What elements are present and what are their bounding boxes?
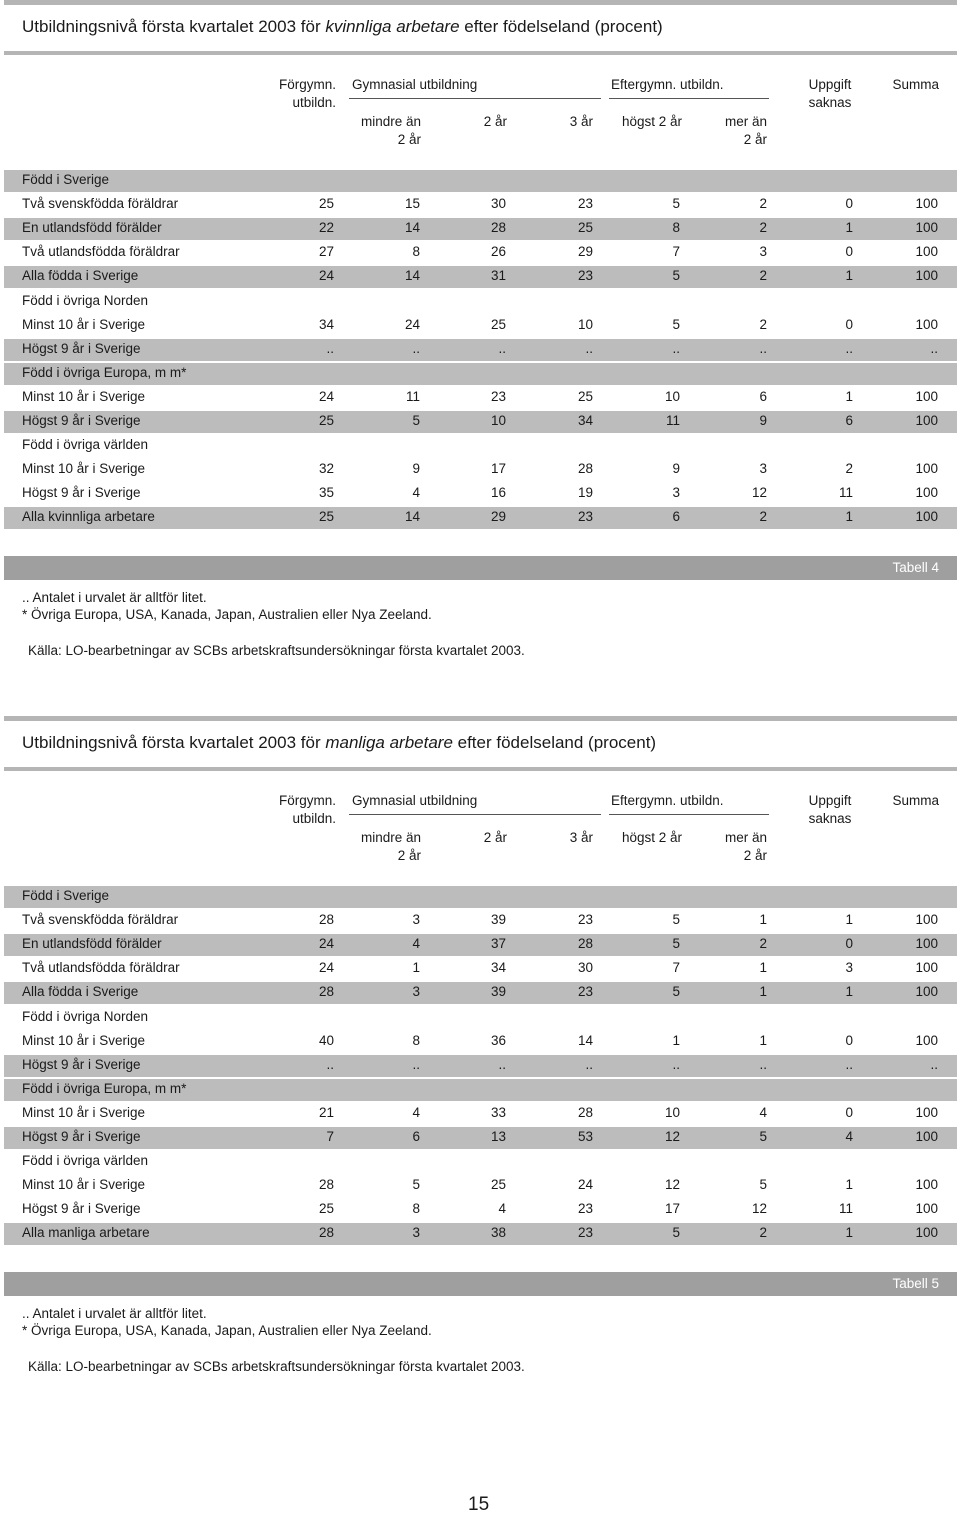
table-row xyxy=(4,1055,957,1077)
header-mindre-2: 2 år xyxy=(397,848,421,863)
cell-value: 3 xyxy=(412,1225,420,1241)
row-label: Högst 9 år i Sverige xyxy=(22,1056,141,1072)
row-label: Född i övriga världen xyxy=(22,437,149,453)
title-text: Utbildningsnivå första kvartalet 2003 för xyxy=(22,733,326,752)
cell-value: 0 xyxy=(845,1032,853,1048)
cell-value: 24 xyxy=(318,388,334,404)
cell-value: 25 xyxy=(490,1177,506,1193)
cell-value: .. xyxy=(326,1056,334,1072)
cell-value: 2 xyxy=(759,316,767,332)
cell-value: 17 xyxy=(664,1201,680,1217)
cell-value: 23 xyxy=(577,1201,593,1217)
cell-value: 1 xyxy=(845,1177,853,1193)
cell-value: 53 xyxy=(577,1129,593,1144)
cell-value: 100 xyxy=(915,268,938,284)
cell-value: .. xyxy=(585,1056,593,1072)
cell-value: 2 xyxy=(759,220,767,236)
cell-value: 4 xyxy=(412,485,420,501)
cell-value: 24 xyxy=(318,268,334,284)
row-label: Minst 10 år i Sverige xyxy=(22,461,146,477)
header-uppgift-2: saknas xyxy=(808,95,852,110)
cell-value: 2 xyxy=(759,1225,767,1241)
cell-value: 14 xyxy=(404,509,420,525)
title-text-end: efter födelseland (procent) xyxy=(459,17,663,36)
cell-value: 1 xyxy=(845,220,853,236)
row-label: Alla manliga arbetare xyxy=(22,1225,150,1241)
cell-value: 100 xyxy=(915,1104,938,1120)
cell-value: 3 xyxy=(845,960,853,976)
cell-value: 27 xyxy=(318,244,334,260)
cell-value: .. xyxy=(930,1056,938,1072)
eftergymn-group-line xyxy=(609,814,769,815)
cell-value: 11 xyxy=(838,1201,853,1217)
cell-value: 32 xyxy=(318,461,334,477)
table-row xyxy=(4,934,957,956)
cell-value: 23 xyxy=(577,1225,593,1241)
cell-value: 12 xyxy=(664,1177,680,1193)
cell-value: 100 xyxy=(915,1129,938,1144)
header-mer: mer än xyxy=(724,114,767,129)
header-forgymn-2: utbildn. xyxy=(292,95,336,110)
cell-value: .. xyxy=(845,340,853,356)
table-row xyxy=(4,387,957,409)
table-title xyxy=(22,733,656,753)
cell-value: 23 xyxy=(577,984,593,1000)
source-note: Källa: LO-bearbetningar av SCBs arbetskraftsundersökningar första kvartalet 2003. xyxy=(28,1359,525,1374)
row-label: Född i övriga Europa, m m* xyxy=(22,364,187,380)
header-forgymn: Förgymn. xyxy=(278,77,336,92)
cell-value: 29 xyxy=(490,509,506,525)
header-uppgift: Uppgift xyxy=(808,77,852,92)
cell-value: 1 xyxy=(845,1225,853,1241)
cell-value: 25 xyxy=(318,509,334,525)
cell-value: 22 xyxy=(318,220,334,236)
row-label: Två utlandsfödda föräldrar xyxy=(22,244,180,260)
table-row xyxy=(4,483,957,505)
header-uppgift: Uppgift xyxy=(808,793,852,808)
cell-value: 25 xyxy=(577,388,593,404)
table-footer-bar xyxy=(4,556,957,580)
table-row xyxy=(4,339,957,361)
cell-value: 39 xyxy=(490,984,506,1000)
cell-value: 5 xyxy=(672,268,680,284)
cell-value: 28 xyxy=(490,220,506,236)
cell-value: 25 xyxy=(318,1201,334,1217)
cell-value: 10 xyxy=(664,388,680,404)
title-text: Utbildningsnivå första kvartalet 2003 för xyxy=(22,17,326,36)
table-row xyxy=(4,910,957,932)
cell-value: .. xyxy=(930,340,938,356)
header-hogst: högst 2 år xyxy=(621,114,682,129)
cell-value: 23 xyxy=(577,268,593,284)
cell-value: 7 xyxy=(672,244,680,260)
table-row xyxy=(4,1127,957,1149)
row-label: En utlandsfödd förälder xyxy=(22,220,162,236)
header-mindre-2: 2 år xyxy=(397,132,421,147)
cell-value: 4 xyxy=(759,1104,767,1120)
cell-value: 24 xyxy=(318,936,334,952)
footnote-small-sample: .. Antalet i urvalet är alltför litet. xyxy=(22,590,207,605)
cell-value: 8 xyxy=(672,220,680,236)
cell-value: 11 xyxy=(405,388,420,404)
footnote-europe: * Övriga Europa, USA, Kanada, Japan, Australien eller Nya Zeeland. xyxy=(22,607,432,622)
header-gymnasial: Gymnasial utbildning xyxy=(352,793,478,808)
cell-value: 3 xyxy=(672,485,680,501)
cell-value: 9 xyxy=(672,461,680,477)
cell-value: 100 xyxy=(915,1201,938,1217)
row-label: Född i Sverige xyxy=(22,172,110,187)
cell-value: 14 xyxy=(577,1032,593,1048)
table-row xyxy=(4,958,957,980)
top-rule xyxy=(4,716,957,721)
cell-value: 3 xyxy=(759,461,767,477)
cell-value: 5 xyxy=(759,1129,767,1144)
row-label: Alla födda i Sverige xyxy=(22,984,139,1000)
cell-value: 0 xyxy=(845,244,853,260)
cell-value: .. xyxy=(759,340,767,356)
title-rule xyxy=(4,767,957,771)
cell-value: 25 xyxy=(490,316,506,332)
footnote-small-sample: .. Antalet i urvalet är alltför litet. xyxy=(22,1306,207,1321)
section-header-row xyxy=(4,170,957,192)
row-label: Två svenskfödda föräldrar xyxy=(22,196,179,212)
cell-value: .. xyxy=(326,340,334,356)
cell-value: 31 xyxy=(490,268,506,284)
cell-value: 100 xyxy=(915,220,938,236)
table-label: Tabell 5 xyxy=(892,1276,939,1291)
cell-value: 1 xyxy=(845,268,853,284)
cell-value: 38 xyxy=(490,1225,506,1241)
cell-value: 100 xyxy=(915,413,938,428)
cell-value: 2 xyxy=(759,268,767,284)
cell-value: 0 xyxy=(845,1104,853,1120)
table-row xyxy=(4,1103,957,1125)
row-label: Högst 9 år i Sverige xyxy=(22,340,141,356)
cell-value: 100 xyxy=(915,912,938,928)
cell-value: 24 xyxy=(318,960,334,976)
cell-value: 28 xyxy=(318,912,334,928)
row-label: Alla födda i Sverige xyxy=(22,268,139,284)
cell-value: 1 xyxy=(845,509,853,525)
table-row xyxy=(4,218,957,240)
cell-value: 30 xyxy=(577,960,593,976)
cell-value: .. xyxy=(585,340,593,356)
cell-value: 33 xyxy=(490,1104,506,1120)
row-label: Högst 9 år i Sverige xyxy=(22,1129,141,1144)
cell-value: 5 xyxy=(672,1225,680,1241)
cell-value: 5 xyxy=(672,984,680,1000)
cell-value: 100 xyxy=(915,960,938,976)
cell-value: 100 xyxy=(915,461,938,477)
cell-value: 7 xyxy=(326,1129,334,1144)
header-mindre: mindre än xyxy=(360,114,421,129)
gymnasial-group-line xyxy=(349,98,601,99)
cell-value: 15 xyxy=(404,196,420,212)
table-row xyxy=(4,1031,957,1053)
cell-value: 3 xyxy=(412,912,420,928)
table-row xyxy=(4,507,957,529)
footnote-europe: * Övriga Europa, USA, Kanada, Japan, Australien eller Nya Zeeland. xyxy=(22,1323,432,1338)
cell-value: 36 xyxy=(490,1032,506,1048)
cell-value: 1 xyxy=(412,960,420,976)
cell-value: 12 xyxy=(664,1129,680,1144)
cell-value: 100 xyxy=(915,1177,938,1193)
cell-value: 12 xyxy=(751,485,767,501)
section-header-row xyxy=(4,1079,957,1101)
table-row xyxy=(4,1175,957,1197)
cell-value: 1 xyxy=(845,388,853,404)
cell-value: 28 xyxy=(577,936,593,952)
table-row xyxy=(4,242,957,264)
cell-value: 21 xyxy=(318,1104,334,1120)
cell-value: 100 xyxy=(915,244,938,260)
cell-value: .. xyxy=(412,1056,420,1072)
cell-value: 10 xyxy=(577,316,593,332)
row-label: Född i övriga Norden xyxy=(22,292,149,308)
row-label: Minst 10 år i Sverige xyxy=(22,1177,146,1193)
cell-value: 0 xyxy=(845,316,853,332)
cell-value: .. xyxy=(412,340,420,356)
cell-value: 5 xyxy=(672,912,680,928)
table-row xyxy=(4,411,957,433)
cell-value: 5 xyxy=(672,316,680,332)
cell-value: 100 xyxy=(915,509,938,525)
row-label: Högst 9 år i Sverige xyxy=(22,485,141,501)
header-gymnasial: Gymnasial utbildning xyxy=(352,77,478,92)
row-label: Född i övriga Norden xyxy=(22,1008,149,1024)
cell-value: 100 xyxy=(915,388,938,404)
cell-value: 13 xyxy=(490,1129,506,1144)
section-header-row xyxy=(4,435,957,457)
cell-value: 100 xyxy=(915,936,938,952)
header-forgymn-2: utbildn. xyxy=(292,811,336,826)
cell-value: 4 xyxy=(412,936,420,952)
cell-value: 26 xyxy=(490,244,506,260)
table-title xyxy=(22,17,663,37)
cell-value: .. xyxy=(498,340,506,356)
cell-value: 34 xyxy=(318,316,334,332)
cell-value: 14 xyxy=(404,268,420,284)
cell-value: 28 xyxy=(318,1225,334,1241)
cell-value: 4 xyxy=(845,1129,853,1144)
cell-value: 100 xyxy=(915,316,938,332)
cell-value: 25 xyxy=(318,413,334,428)
row-label: Två svenskfödda föräldrar xyxy=(22,912,179,928)
cell-value: 3 xyxy=(759,244,767,260)
cell-value: 6 xyxy=(759,388,767,404)
section-header-row xyxy=(4,363,957,385)
row-label: Född i Sverige xyxy=(22,888,110,903)
cell-value: 17 xyxy=(490,461,506,477)
table-row xyxy=(4,266,957,288)
cell-value: 2 xyxy=(759,936,767,952)
cell-value: 0 xyxy=(845,196,853,212)
cell-value: 5 xyxy=(412,1177,420,1193)
row-label: Född i övriga Europa, m m* xyxy=(22,1080,187,1096)
table-row xyxy=(4,459,957,481)
cell-value: 1 xyxy=(845,912,853,928)
cell-value: 10 xyxy=(490,413,506,428)
cell-value: 12 xyxy=(751,1201,767,1217)
cell-value: 6 xyxy=(845,413,853,428)
cell-value: 37 xyxy=(490,936,506,952)
cell-value: 5 xyxy=(412,413,420,428)
cell-value: 8 xyxy=(412,1201,420,1217)
header-eftergymn: Eftergymn. utbildn. xyxy=(611,77,724,92)
cell-value: .. xyxy=(845,1056,853,1072)
row-label: Alla kvinnliga arbetare xyxy=(22,509,155,525)
row-label: Högst 9 år i Sverige xyxy=(22,1201,141,1217)
table-row xyxy=(4,315,957,337)
row-label: Högst 9 år i Sverige xyxy=(22,413,141,428)
section-header-row xyxy=(4,291,957,313)
cell-value: 100 xyxy=(915,485,938,501)
cell-value: 5 xyxy=(759,1177,767,1193)
cell-value: .. xyxy=(759,1056,767,1072)
cell-value: 35 xyxy=(318,485,334,501)
header-3-ar: 3 år xyxy=(569,114,593,129)
gymnasial-group-line xyxy=(349,814,601,815)
header-summa: Summa xyxy=(892,77,939,92)
cell-value: 100 xyxy=(915,196,938,212)
cell-value: 28 xyxy=(318,984,334,1000)
table-row xyxy=(4,1223,957,1245)
cell-value: 5 xyxy=(672,196,680,212)
header-2-ar: 2 år xyxy=(483,114,507,129)
cell-value: 28 xyxy=(577,461,593,477)
cell-value: 4 xyxy=(498,1201,506,1217)
row-label: Minst 10 år i Sverige xyxy=(22,388,146,404)
cell-value: 40 xyxy=(318,1032,334,1048)
cell-value: 30 xyxy=(490,196,506,212)
eftergymn-group-line xyxy=(609,98,769,99)
cell-value: 23 xyxy=(577,912,593,928)
cell-value: 23 xyxy=(577,509,593,525)
section-header-row xyxy=(4,886,957,908)
row-label: En utlandsfödd förälder xyxy=(22,936,162,952)
header-mer-2: 2 år xyxy=(743,132,767,147)
header-mindre: mindre än xyxy=(360,830,421,845)
cell-value: 19 xyxy=(577,485,593,501)
cell-value: 1 xyxy=(759,1032,767,1048)
header-summa: Summa xyxy=(892,793,939,808)
header-2-ar: 2 år xyxy=(483,830,507,845)
cell-value: 29 xyxy=(577,244,593,260)
cell-value: 25 xyxy=(318,196,334,212)
cell-value: 6 xyxy=(672,509,680,525)
header-mer: mer än xyxy=(724,830,767,845)
table-row xyxy=(4,1199,957,1221)
cell-value: 10 xyxy=(664,1104,680,1120)
cell-value: 1 xyxy=(759,984,767,1000)
cell-value: 2 xyxy=(759,509,767,525)
cell-value: 8 xyxy=(412,244,420,260)
cell-value: 100 xyxy=(915,1225,938,1241)
page-number: 15 xyxy=(468,1494,490,1515)
top-rule xyxy=(4,0,957,5)
cell-value: 24 xyxy=(404,316,420,332)
cell-value: .. xyxy=(498,1056,506,1072)
section-header-row xyxy=(4,1151,957,1173)
cell-value: 1 xyxy=(759,912,767,928)
title-emphasis: manliga arbetare xyxy=(325,733,453,752)
cell-value: .. xyxy=(672,1056,680,1072)
cell-value: 23 xyxy=(490,388,506,404)
cell-value: 28 xyxy=(318,1177,334,1193)
table-footer-bar xyxy=(4,1272,957,1296)
cell-value: 100 xyxy=(915,1032,938,1048)
cell-value: 6 xyxy=(412,1129,420,1144)
cell-value: 3 xyxy=(412,984,420,1000)
table-row xyxy=(4,194,957,216)
table-label: Tabell 4 xyxy=(892,560,939,575)
cell-value: 2 xyxy=(759,196,767,212)
cell-value: .. xyxy=(672,340,680,356)
cell-value: 1 xyxy=(672,1032,680,1048)
title-rule xyxy=(4,51,957,55)
table-1 xyxy=(0,0,960,680)
title-emphasis: kvinnliga arbetare xyxy=(325,17,460,36)
cell-value: 7 xyxy=(672,960,680,976)
row-label: Minst 10 år i Sverige xyxy=(22,1104,146,1120)
cell-value: 23 xyxy=(577,196,593,212)
cell-value: 34 xyxy=(577,413,593,428)
cell-value: 11 xyxy=(838,485,853,501)
source-note: Källa: LO-bearbetningar av SCBs arbetskraftsundersökningar första kvartalet 2003. xyxy=(28,643,525,658)
table-row xyxy=(4,982,957,1004)
header-eftergymn: Eftergymn. utbildn. xyxy=(611,793,724,808)
row-label: Minst 10 år i Sverige xyxy=(22,316,146,332)
cell-value: 24 xyxy=(577,1177,593,1193)
cell-value: 4 xyxy=(412,1104,420,1120)
row-label: Minst 10 år i Sverige xyxy=(22,1032,146,1048)
cell-value: 100 xyxy=(915,984,938,1000)
cell-value: 1 xyxy=(845,984,853,1000)
cell-value: 5 xyxy=(672,936,680,952)
header-hogst: högst 2 år xyxy=(621,830,682,845)
cell-value: 9 xyxy=(759,413,767,428)
cell-value: 1 xyxy=(759,960,767,976)
title-text-end: efter födelseland (procent) xyxy=(452,733,657,752)
header-mer-2: 2 år xyxy=(743,848,767,863)
cell-value: 14 xyxy=(404,220,420,236)
cell-value: 28 xyxy=(577,1104,593,1120)
cell-value: 34 xyxy=(490,960,506,976)
row-label: Född i övriga världen xyxy=(22,1153,149,1169)
cell-value: 39 xyxy=(490,912,506,928)
cell-value: 8 xyxy=(412,1032,420,1048)
cell-value: 9 xyxy=(412,461,420,477)
row-label: Två utlandsfödda föräldrar xyxy=(22,960,180,976)
cell-value: 25 xyxy=(577,220,593,236)
cell-value: 2 xyxy=(845,461,853,477)
header-forgymn: Förgymn. xyxy=(278,793,336,808)
header-uppgift-2: saknas xyxy=(808,811,852,826)
cell-value: 11 xyxy=(665,413,680,428)
header-3-ar: 3 år xyxy=(569,830,593,845)
section-header-row xyxy=(4,1007,957,1029)
cell-value: 16 xyxy=(490,485,506,501)
table-2 xyxy=(0,716,960,1396)
cell-value: 0 xyxy=(845,936,853,952)
